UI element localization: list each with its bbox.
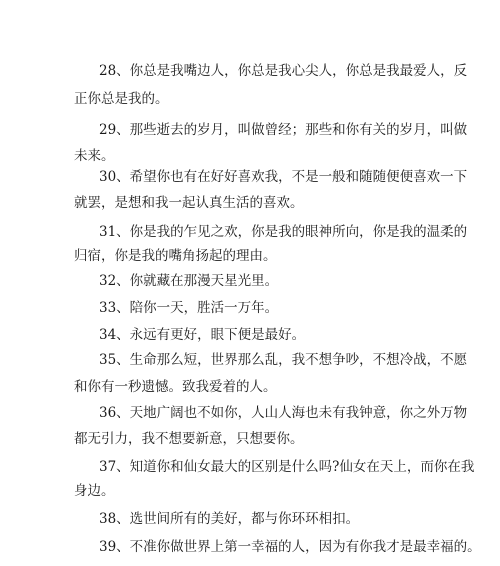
paragraph-39: 39、不准你做世界上第一幸福的人，因为有你我才是最幸福的。 <box>99 539 481 555</box>
paragraph-31-line-1: 31、你是我的乍见之欢，你是我的眼神所向，你是我的温柔的 <box>99 224 468 240</box>
paragraph-36-line-1: 36、天地广阔也不如你，人山人海也未有我钟意，你之外万物 <box>99 405 468 421</box>
paragraph-37-line-2: 身边。 <box>74 483 115 499</box>
paragraph-34: 34、永远有更好，眼下便是最好。 <box>99 327 306 343</box>
paragraph-35-line-2: 和你有一秒遗憾。致我爱着的人。 <box>74 379 277 395</box>
paragraph-33: 33、陪你一天，胜活一万年。 <box>99 300 279 316</box>
paragraph-29-line-1: 29、那些逝去的岁月，叫做曾经；那些和你有关的岁月，叫做 <box>99 122 468 138</box>
paragraph-35-line-1: 35、生命那么短，世界那么乱，我不想争吵，不想冷战，不愿 <box>99 352 468 368</box>
paragraph-38: 38、选世间所有的美好，都与你环环相扣。 <box>99 511 360 527</box>
paragraph-28-line-1: 28、你总是我嘴边人，你总是我心尖人，你总是我最爱人，反 <box>99 63 468 79</box>
paragraph-30-line-1: 30、希望你也有在好好喜欢我，不是一般和随随便便喜欢一下 <box>99 169 468 185</box>
paragraph-36-line-2: 都无引力，我不想要新意，只想要你。 <box>74 431 304 447</box>
paragraph-30-line-2: 就罢，是想和我一起认真生活的喜欢。 <box>74 195 304 211</box>
paragraph-28-line-2: 正你总是我的。 <box>74 91 169 107</box>
paragraph-31-line-2: 归宿，你是我的嘴角扬起的理由。 <box>74 248 277 264</box>
paragraph-32: 32、你就藏在那漫天星光里。 <box>99 273 279 289</box>
paragraph-37-line-1: 37、知道你和仙女最大的区别是什么吗?仙女在天上，而你在我 <box>99 459 475 475</box>
paragraph-29-line-2: 未来。 <box>74 148 115 164</box>
